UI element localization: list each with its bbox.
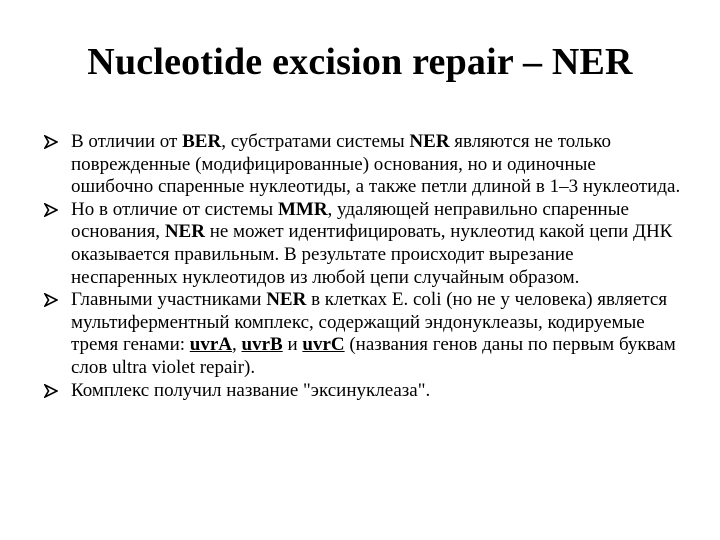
- slide-title: Nucleotide excision repair – NER: [87, 41, 633, 83]
- text-segment: являются не только поврежденные (модифицированные) основания, но и одиночные ошибочно спаренные нуклеотиды, а также петли длиной в 1–3 нуклеотида.: [71, 131, 681, 198]
- arrow-bullet-icon: [44, 293, 58, 307]
- text-segment: В отличии от: [71, 131, 183, 152]
- bullet-text: [71, 289, 676, 378]
- gene-name: uvrB: [241, 334, 283, 356]
- bold-term: NER: [164, 221, 205, 243]
- bullet-item: [42, 380, 682, 403]
- bold-term: NER: [266, 289, 307, 311]
- text-segment: (названия генов даны по первым буквам слов ultra violet repair).: [71, 334, 676, 378]
- text-segment: Главными участниками: [71, 289, 267, 311]
- text-segment: , субстратами системы: [221, 131, 410, 152]
- gene-name: uvrC: [302, 334, 345, 356]
- text-segment: не может идентифицировать, нуклеотид какой цепи ДНК оказывается правильным. В результате происходит вырезание неспаренных нуклеотидов из любой цепи случайным образом.: [71, 221, 673, 288]
- text-segment: Но в отличие от системы: [71, 198, 278, 220]
- arrow-bullet-icon: [44, 203, 58, 217]
- bullet-text: [71, 131, 680, 197]
- bold-term: MMR: [277, 198, 328, 220]
- text-segment: и: [282, 334, 303, 356]
- bullet-list: [42, 131, 682, 402]
- bullet-item: [42, 289, 682, 379]
- bold-term: BER: [182, 131, 222, 152]
- arrow-bullet-icon: [44, 384, 58, 398]
- text-segment: в клетках E. coli (но не у человека) является мультиферментный комплекс, содержащий эндонуклеазы, кодируемые тремя генами:: [71, 289, 668, 356]
- text-segment: ,: [232, 334, 242, 356]
- bullet-item: [42, 199, 682, 289]
- bold-term: NER: [409, 131, 450, 152]
- arrow-bullet-icon: [44, 135, 58, 149]
- text-segment: Комплекс получил название "эксинуклеаза".: [71, 379, 431, 401]
- gene-name: uvrA: [189, 334, 233, 356]
- bullet-text: [71, 380, 430, 401]
- bullet-item: [42, 131, 682, 199]
- bullet-text: [71, 199, 672, 288]
- text-segment: , удаляющей неправильно спаренные основания,: [71, 198, 629, 243]
